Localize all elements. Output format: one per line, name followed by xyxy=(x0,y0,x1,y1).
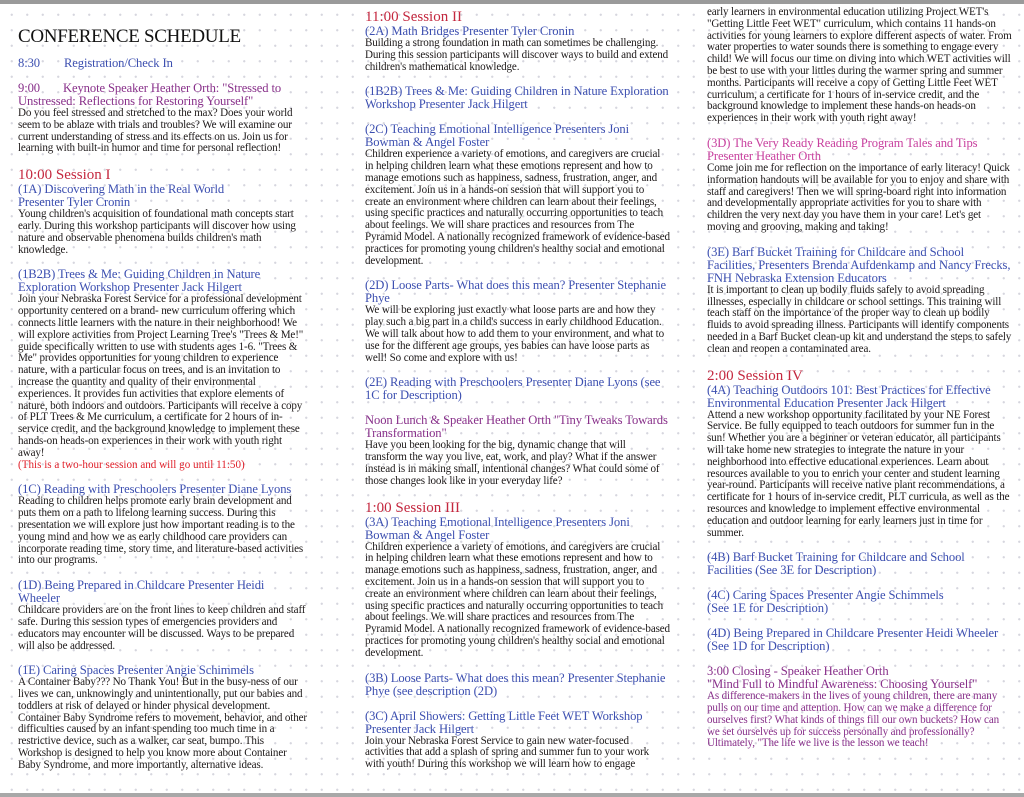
entry-description: Have you been looking for the big, dynamic change that will transform the way you live, eat, work, and play? What if the answer instead is in making small, intentional changes? What could some of those changes look like in your everyday life? xyxy=(365,439,660,487)
entry-title: (1B2B) Trees & Me: Guiding Children in Nature Exploration Workshop Presenter Jack Hilgert xyxy=(365,84,669,112)
entry-title: (4A) Teaching Outdoors 101: Best Practices for Effective Environmental Education Presenter Jack Hilgert xyxy=(707,382,991,410)
column-3 xyxy=(707,7,1012,762)
entry-title: (2D) Loose Parts- What does this mean? Presenter Stephanie Phye xyxy=(365,278,667,306)
entry-title: (3D) The Very Ready Reading Program Tales and Tips Presenter Heather Orth xyxy=(707,135,978,163)
schedule-entry xyxy=(707,137,1012,234)
schedule-entry xyxy=(365,85,670,111)
schedule-entry xyxy=(707,7,1012,125)
entry-description: Come join me for reflection on the importance of early literacy! Quick information handouts will be available for you to enjoy and share with staff and caregivers! Then we will spring-board right into information and developmentally appropriate activities for you to share with children the very next day you have them in your care! Let's get moving and grooving, making and taking! xyxy=(707,161,1010,233)
entry-description: Building a strong foundation in math can sometimes be challenging. During this session participants will discover ways to build and extend children's mathematical knowledge. xyxy=(365,37,669,73)
entry-title-text: Registration/Check In xyxy=(64,56,173,70)
entry-title: (4B) Barf Bucket Training for Childcare and School Facilities (See 3E for Description) xyxy=(707,550,965,578)
entry-title: (4D) Being Prepared in Childcare Presenter Heidi Wheeler (See 1D for Description) xyxy=(707,626,999,654)
entry-description: A Container Baby??? No Thank You! But in the busy-ness of our lives we can, unknowingly and unintentionally, put our babies and toddlers at risk of delayed or hinder physical development. Container Baby Syndrome refers to movement, behavior, and other difficulties caused by an infant spending too much time in a restrictive device, such as a walker, car seat, bumpo. This Workshop is designed to help you know more about Container Baby Syndrome, and more importantly, alternative ideas. xyxy=(18,676,307,771)
entry-title: (4C) Caring Spaces Presenter Angie Schimmels (See 1E for Description) xyxy=(707,588,944,616)
entry-description: Children experience a variety of emotions, and caregivers are crucial in helping children learn what these emotions represent and how to manage emotions such as happiness, sadness, frustration, anger, and excitement. Join us in a hands-on session that will support you to create an environment where children can learn about their feelings, using specific practices and naturally occurring opportunities to teach about feelings. We will share practices and resources from The Pyramid Model. A nationally recognized framework of evidence-based practices for promoting young children's healthy social and emotional development. xyxy=(365,540,670,659)
schedule-entry xyxy=(18,268,308,471)
session-heading: 11:00 Session II xyxy=(365,9,462,25)
entry-title: (3E) Barf Bucket Training for Childcare and School Facilities, Presenters Brenda Aufdenkamp and Nancy Frecks, FNH Nebraska Extension Educators xyxy=(707,244,1011,285)
schedule-entry xyxy=(18,579,308,652)
document-title: CONFERENCE SCHEDULE xyxy=(18,26,241,47)
entry-title: (1D) Being Prepared in Childcare Presenter Heidi Wheeler xyxy=(18,578,265,606)
entry-description: Do you feel stressed and stretched to the max? Does your world seem to be ablaze with trials and troubles? We will examine our current understanding of stress and its effects on us. Join us for learning with built-in humor and time for personal reflection! xyxy=(18,107,293,155)
entry-time: 8:30 xyxy=(18,56,40,70)
entry-title: (1A) Discovering Math in the Real World Presenter Tyler Cronin xyxy=(18,182,225,210)
schedule-entry xyxy=(707,627,1012,653)
entry-title: 3:00 Closing - Speaker Heather Orth "Mind Full to Mindful Awareness: Choosing Yourself" xyxy=(707,664,978,692)
entry-title: (1C) Reading with Preschoolers Presenter Diane Lyons xyxy=(18,482,292,497)
entry-title xyxy=(18,57,308,70)
schedule-entry xyxy=(365,279,670,364)
column-1 xyxy=(18,26,308,784)
entry-title: (1B2B) Trees & Me: Guiding Children in Nature Exploration Workshop Presenter Jack Hilgert xyxy=(18,267,261,295)
entry-description: Attend a new workshop opportunity facilitated by your NE Forest Service. Be fully equipped to teach outdoors for summer fun in the sun! Whether you are a beginner or veteran educator, all participants will take home new strategies to integrate the nature in your neighborhood into effective educational experiences. Learn about resources available to you to enrich your center and student learning year-round. Participants will receive native plant recommendations, a certificate for 1 hours of in-service credit, PLT curricula, as well as the resources and knowledge to implement effective environmental education and outdoor learning for early learners just in time for summer. xyxy=(707,408,1010,539)
schedule-entry xyxy=(365,414,670,487)
entry-note: (This is a two-hour session and will go until 11:50) xyxy=(18,458,245,471)
schedule-entry xyxy=(365,123,670,267)
entry-title: (3B) Loose Parts- What does this mean? Presenter Stephanie Phye (see description (2D) xyxy=(365,670,666,698)
entry-description: It is important to clean up bodily fluids safely to avoid spreading illnesses, especially in childcare or school settings. This training will teach staff on the importance of the proper way to clean up bodily fluids to avoid spreading illness. Participants will identify components needed in a Barf Bucket clean-up kit and understand the steps to safely clean and reopen a contaminated area. xyxy=(707,283,1012,355)
entry-title: Noon Lunch & Speaker Heather Orth "Tiny Tweaks Towards Transformation" xyxy=(365,413,668,441)
schedule-entry xyxy=(365,710,670,771)
schedule-entry xyxy=(707,246,1012,356)
entry-description: Reading to children helps promote early brain development and puts them on a path to lifelong learning success. During this presentation we will explore just how important reading is to the young mind and how we as early childhood care providers can incorporate reading time, story time, and literature-based activities into our programs. xyxy=(18,495,304,567)
schedule-entry xyxy=(707,665,1012,750)
schedule-entry xyxy=(18,664,308,771)
entry-title: (3C) April Showers: Getting Little Feet WET Workshop Presenter Jack Hilgert xyxy=(365,708,643,736)
schedule-entry xyxy=(18,57,308,70)
schedule-entry xyxy=(365,672,670,698)
entry-title: (2C) Teaching Emotional Intelligence Presenters Joni Bowman & Angel Foster xyxy=(365,122,630,150)
entry-description: Young children's acquisition of foundational math concepts start early. During this workshop participants will discover how using nature and observable phenomena builds children's math knowledge. xyxy=(18,208,296,256)
entry-title xyxy=(18,82,308,108)
entry-title: (1E) Caring Spaces Presenter Angie Schimmels xyxy=(18,663,254,678)
column-2 xyxy=(365,9,670,783)
schedule-entry xyxy=(365,9,670,73)
entry-title: (2A) Math Bridges Presenter Tyler Cronin xyxy=(365,24,575,38)
schedule-entry xyxy=(365,500,670,660)
session-heading: 1:00 Session III xyxy=(365,499,460,516)
entry-description: Children experience a variety of emotions, and caregivers are crucial in helping children learn what these emotions represent and how to manage emotions such as happiness, sadness, frustration, anger, and excitement. Join us in a hands-on session that will support you to create an environment where children can learn about their feelings, using specific practices and naturally occurring opportunities to teach about feelings. We will share practices and resources from The Pyramid Model. A nationally recognized framework of evidence-based practices for promoting young children's healthy social and emotional development. xyxy=(365,148,670,267)
schedule-entry xyxy=(707,368,1012,540)
entry-title: (2E) Reading with Preschoolers Presenter Diane Lyons (see 1C for Description) xyxy=(365,375,661,403)
entry-description: Join your Nebraska Forest Service for a professional development opportunity centered on a brand- new curriculum offering which connects little learners with the nature in their neighborhood! We will explore activities from Project Learning Tree's "Trees & Me!" guide specifically written to use with students ages 1-6. "Trees & Me" provides opportunities for young children to experience nature, with a particular focus on trees, and is an invitation to increase the quantity and quality of their environmental experiences. It provides fun activities that explore elements of nature, both indoors and outdoors. Participants will receive a copy of PLT Trees & Me curriculum, a certificate for 2 hours of in-service credit, and the background knowledge to implement these hands-on heads-on experiences in their work with youth right away! xyxy=(18,293,304,459)
schedule-entry xyxy=(707,551,1012,577)
entry-description: Join your Nebraska Forest Service to gain new water-focused activities that add a splash of spring and summer fun to your work with youth! During this workshop we will learn how to engage xyxy=(365,734,650,771)
schedule-entry xyxy=(18,82,308,155)
entry-title-text: Keynote Speaker Heather Orth: "Stressed to Unstressed: Reflections for Restoring Yourself" xyxy=(18,81,282,108)
schedule-entry xyxy=(18,483,308,567)
session-heading: 10:00 Session I xyxy=(18,167,111,184)
entry-description: We will be exploring just exactly what loose parts are and how they play such a big part in a child's success in early childhood Education. We will talk about how to add them to your environment, and what to use for the different age groups, yes babies can have loose parts as well! So come and explore with us! xyxy=(365,304,665,364)
bottom-border xyxy=(0,793,1024,797)
session-heading: 2:00 Session IV xyxy=(707,367,803,384)
entry-title: (3A) Teaching Emotional Intelligence Presenters Joni Bowman & Angel Foster xyxy=(365,514,630,542)
schedule-entry xyxy=(18,167,308,256)
entry-time: 9:00 xyxy=(18,81,40,95)
entry-description: As difference-makers in the lives of young children, there are many pulls on our time and attention. How can we make a difference for ourselves first? What kinds of things fill our own buckets? How can we set ourselves up for success personally and professionally? Ultimately, "The life we live is the lesson we teach! xyxy=(707,690,999,750)
entry-description: Childcare providers are on the front lines to keep children and staff safe. During this session types of emergencies providers and educators may encounter will be discussed. Ways to be prepared will also be addressed. xyxy=(18,604,306,652)
entry-description: early learners in environmental education utilizing Project WET's "Getting Little Feet WET" curriculum, which contains 11 hands-on activities for young learners to explore different aspects of water. From water properties to water sounds there is something to engage every child! We will focus our time on diving into which WET activities will be best to use with your littles during the warmer spring and summer months. Participants will receive a copy of Getting Little Feet WET curriculum, a certificate for 1 hours of in-service credit, and the background knowledge to implement these hands-on heads-on experiences in their work with youth right away! xyxy=(707,6,1012,125)
schedule-entry xyxy=(707,589,1012,615)
schedule-entry xyxy=(365,376,670,402)
